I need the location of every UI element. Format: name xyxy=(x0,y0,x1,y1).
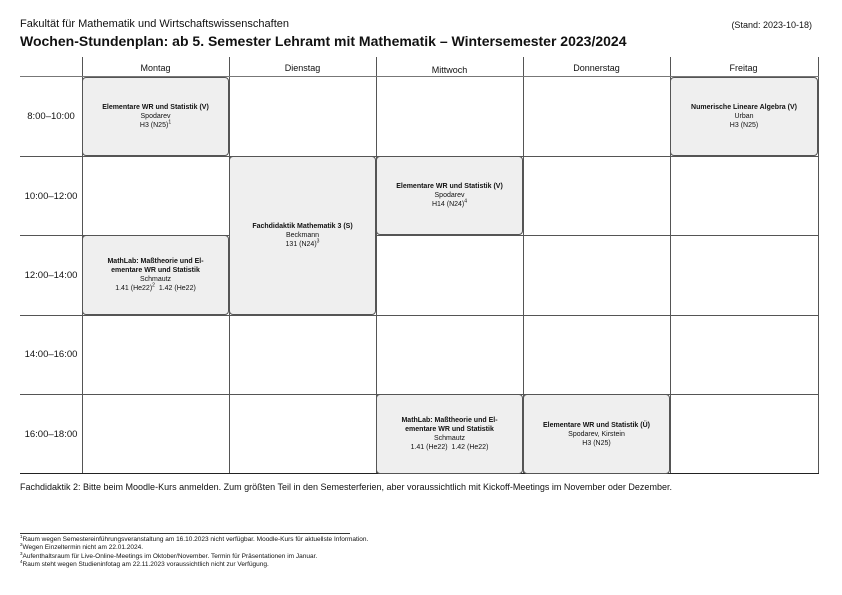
course-lecturer: Spodarev xyxy=(140,113,171,120)
grid-line xyxy=(818,57,819,474)
course-room: H14 $(N24)^4$ xyxy=(431,198,468,208)
faculty-name: Fakultät für Mathematik und Wirtschaftswissenschaften xyxy=(20,18,289,30)
course-block xyxy=(82,235,229,315)
footnote-item: $^1$Raum wegen Semestereinführungsveranstaltung am 16.10.2023 nicht verfügbar. Moodle-Kurs für aktuellste Information. xyxy=(20,533,369,543)
time-label: 10:00–12:00 xyxy=(24,191,78,202)
course-name: Elementare WR und Statistik (Ü) xyxy=(543,421,650,429)
footnote-divider xyxy=(20,533,350,534)
course-room: H3 (N25) xyxy=(729,122,759,129)
course-lecturer: Schmautz xyxy=(433,435,466,442)
course-block xyxy=(229,156,376,315)
course-name: Elementare WR und Statistik (V) xyxy=(396,183,503,190)
time-label: 12:00–14:00 xyxy=(24,270,78,281)
course-room: H3 $(N25)^1$ xyxy=(139,119,172,129)
day-header-dienstag: Dienstag xyxy=(284,63,321,73)
course-lecturer: Spodarev xyxy=(434,192,465,199)
course-name: MathLab: Maßtheorie und El- xyxy=(401,417,498,424)
day-header-montag: Montag xyxy=(140,63,171,73)
course-name: MathLab: Maßtheorie und El- xyxy=(107,258,204,265)
course-name: Elementare WR und Statistik (V) xyxy=(102,104,209,111)
course-lecturer: Spodarev, Kirstein xyxy=(568,430,625,438)
course-room: H3 (N25) xyxy=(582,439,611,447)
course-room: 131 $(N24)^3$ xyxy=(285,238,320,248)
footnote-marker: 1 xyxy=(168,119,172,126)
time-label: 8:00–10:00 xyxy=(27,111,75,122)
footnotes xyxy=(20,533,369,570)
course-block xyxy=(523,394,670,474)
course-name-continued: ementare WR und Statistik xyxy=(111,267,200,274)
course-room: 1.41 $(He22)^2$ 1.42 (He22) xyxy=(115,282,196,292)
day-header-mittwoch: Mittwoch xyxy=(431,65,468,75)
course-lecturer: Schmautz xyxy=(139,276,172,283)
day-header-donnerstag: Donnerstag xyxy=(573,63,620,73)
course-room: 1.41 (He22) 1.42 (He22) xyxy=(410,444,489,451)
footnote-marker: 4 xyxy=(464,198,468,205)
fachdidaktik-note: Fachdidaktik 2: Bitte beim Moodle-Kurs anmelden. Zum größten Teil in den Semesterferien, aber voraussichtlich mit Kickoff-Meetings im November oder Dezember. xyxy=(20,482,672,492)
course-name-continued: ementare WR und Statistik xyxy=(405,426,494,433)
course-name: Numerische Lineare Algebra (V) xyxy=(691,104,797,111)
course-lecturer: Urban xyxy=(734,113,754,120)
footnote-item: $^2$Wegen Einzeltermin nicht am 22.01.2024. xyxy=(20,542,144,552)
course-block xyxy=(82,77,229,156)
time-label: 14:00–16:00 xyxy=(24,349,78,360)
stand-date: (Stand: 2023-10-18) xyxy=(731,20,812,30)
grid-line xyxy=(20,315,819,316)
footnote-item: $^4$Raum steht wegen Studieninfotag am 22.11.2023 voraussichtlich nicht zur Verfügung. xyxy=(20,559,269,569)
course-lecturer: Beckmann xyxy=(285,232,320,239)
course-block xyxy=(376,394,523,474)
time-label: 16:00–18:00 xyxy=(24,429,78,440)
course-block xyxy=(670,77,818,156)
footnote-marker: 3 xyxy=(316,238,320,245)
footnote-item: $^3$Aufenthaltsraum für Live-Online-Meetings im Oktober/November. Termin für Präsentationen im Januar. xyxy=(20,550,318,560)
course-block xyxy=(376,156,523,235)
page-title: Wochen-Stundenplan: ab 5. Semester Lehramt mit Mathematik – Wintersemester 2023/2024 xyxy=(20,33,627,49)
course-name: Fachdidaktik Mathematik 3 (S) xyxy=(252,223,353,230)
footnote-marker: 2 xyxy=(152,282,155,289)
day-header-freitag: Freitag xyxy=(729,63,758,73)
